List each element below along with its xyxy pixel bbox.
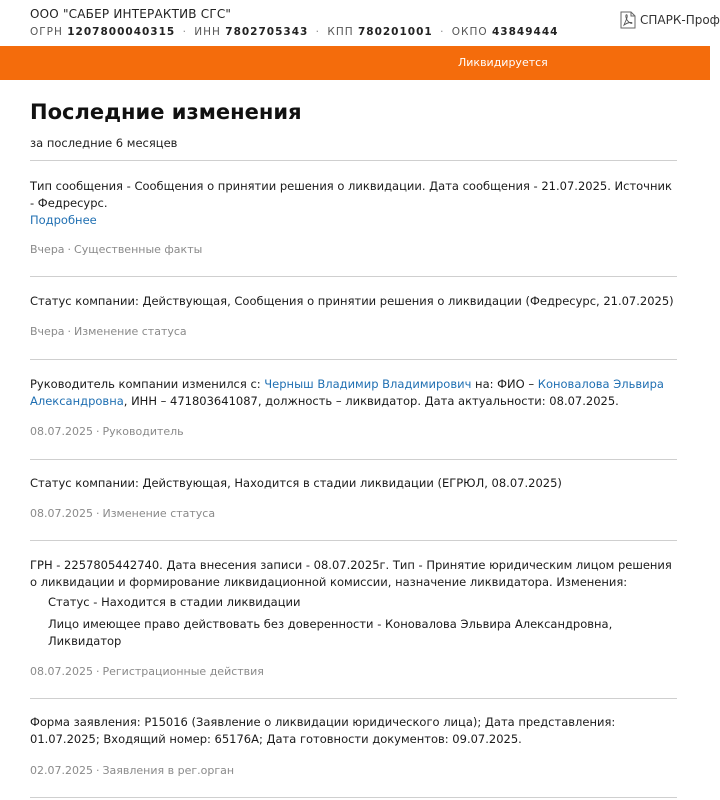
- entry-date: 08.07.2025: [30, 507, 93, 520]
- entry-text-part: на: ФИО –: [471, 377, 538, 391]
- divider: [30, 276, 677, 277]
- separator: ·: [95, 665, 100, 678]
- entry-category: Руководитель: [102, 425, 184, 438]
- entry-text: Форма заявления: Р15016 (Заявление о ликвидации юридического лица); Дата представления: 01.07.2025; Входящий номер: 65176А; Дата готовности документов: 09.07.2025.: [30, 715, 616, 746]
- entry-meta: [30, 425, 184, 438]
- more-link[interactable]: Подробнее: [30, 213, 97, 227]
- change-entry: [30, 376, 677, 410]
- spark-link-label: СПАРК-Проф: [640, 13, 720, 27]
- change-entry: [30, 178, 677, 229]
- separator: ·: [95, 425, 100, 438]
- status-banner: [0, 46, 710, 80]
- entry-text: ГРН - 2257805442740. Дата внесения записи - 08.07.2025г. Тип - Принятие юридическим лицом решения о ликвидации и формирование ликвидационной комиссии, назначение ликвидатора. Изменения:: [30, 558, 672, 589]
- ogrn-label: ОГРН: [30, 26, 63, 38]
- okpo-value: 43849444: [491, 26, 559, 38]
- inn-value: 7802705343: [225, 26, 309, 38]
- divider: [30, 160, 677, 161]
- page-title: Последние изменения: [30, 100, 302, 124]
- period-subtitle: за последние 6 месяцев: [30, 136, 178, 150]
- entry-date: Вчера: [30, 243, 65, 256]
- entry-text: Статус компании: Действующая, Находится в стадии ликвидации (ЕГРЮЛ, 08.07.2025): [30, 476, 562, 490]
- entry-meta: [30, 665, 264, 678]
- changes-list: [30, 594, 677, 650]
- divider: [30, 797, 677, 798]
- entry-category: Изменение статуса: [102, 507, 216, 520]
- entry-category: Заявления в рег.орган: [102, 764, 235, 777]
- separator: ·: [315, 26, 321, 38]
- entry-text: Тип сообщения - Сообщения о принятии решения о ликвидации. Дата сообщения - 21.07.2025. Источник - Федресурс.: [30, 179, 672, 210]
- entry-category: Существенные факты: [74, 243, 203, 256]
- separator: ·: [95, 764, 100, 777]
- divider: [30, 359, 677, 360]
- entry-text-part: , ИНН – 471803641087, должность – ликвидатор. Дата актуальности: 08.07.2025.: [123, 394, 619, 408]
- entry-meta: [30, 764, 234, 777]
- inn-label: ИНН: [194, 26, 221, 38]
- okpo-label: ОКПО: [451, 26, 488, 38]
- entry-text: Статус компании: Действующая, Сообщения о принятии решения о ликвидации (Федресурс, 21.07.2025): [30, 294, 674, 308]
- spark-pdf-link[interactable]: [620, 11, 720, 29]
- entry-text: [30, 376, 677, 410]
- separator: ·: [440, 26, 445, 38]
- change-entry: [30, 557, 677, 655]
- change-item: Лицо имеющее право действовать без доверенности - Коновалова Эльвира Александровна, Ликвидатор: [48, 617, 613, 648]
- entry-meta: [30, 507, 215, 520]
- kpp-value: 780201001: [357, 26, 433, 38]
- entry-text-part: Руководитель компании изменился с:: [30, 377, 265, 391]
- divider: [30, 540, 677, 541]
- separator: ·: [67, 325, 72, 338]
- status-label: Ликвидируется: [458, 56, 548, 69]
- entry-date: 08.07.2025: [30, 425, 93, 438]
- separator: ·: [182, 26, 187, 38]
- new-director-link[interactable]: Коновалова Эльвира Александровна: [30, 377, 664, 408]
- change-item: Статус - Находится в стадии ликвидации: [48, 595, 301, 609]
- change-entry: [30, 714, 677, 748]
- entry-date: Вчера: [30, 325, 65, 338]
- company-header: [0, 0, 720, 46]
- entry-meta: [30, 325, 187, 338]
- company-name: ООО "САБЕР ИНТЕРАКТИВ СГС": [30, 7, 232, 21]
- entry-date: 02.07.2025: [30, 764, 93, 777]
- company-identifiers: [30, 26, 558, 38]
- divider: [30, 459, 677, 460]
- entry-date: 08.07.2025: [30, 665, 93, 678]
- ogrn-value: 1207800040315: [67, 26, 176, 38]
- change-entry: [30, 475, 677, 492]
- separator: ·: [67, 243, 72, 256]
- pdf-icon: [620, 11, 636, 29]
- kpp-label: КПП: [327, 26, 354, 38]
- entry-category: Изменение статуса: [74, 325, 187, 338]
- previous-director-link[interactable]: Черныш Владимир Владимирович: [264, 377, 472, 391]
- entry-meta: [30, 243, 202, 256]
- change-entry: [30, 293, 677, 310]
- entry-category: Регистрационные действия: [102, 665, 264, 678]
- divider: [30, 698, 677, 699]
- separator: ·: [95, 507, 100, 520]
